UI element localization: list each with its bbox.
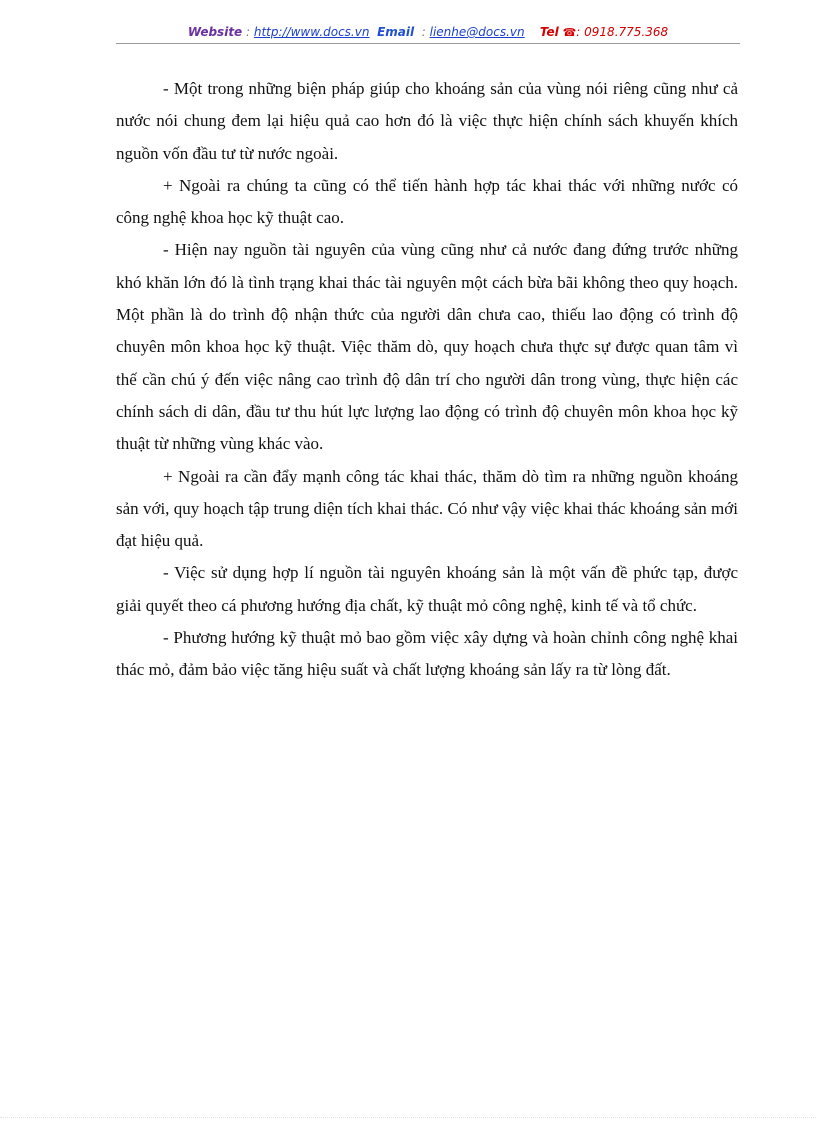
email-label: Email [377, 25, 415, 39]
website-label: Website [187, 25, 243, 39]
page-bottom-edge [0, 1117, 816, 1118]
header-divider [116, 43, 740, 44]
paragraph: + Ngoài ra chúng ta cũng có thể tiến hành hợp tác khai thác với những nước có công nghệ khoa học kỹ thuật cao. [116, 175, 738, 228]
email-separator: : [417, 25, 430, 39]
tel-label: Tel [539, 25, 559, 39]
paragraph: - Hiện nay nguồn tài nguyên của vùng cũng như cả nước đang đứng trước những khó khăn lớn đó là tình trạng khai thác tài nguyên một cách bừa bãi không theo quy hoạch. Một phần là do trình độ nhận thức của người dân chưa cao, thiếu lao động có trình độ chuyên môn khoa học kỹ thuật. Việc thăm dò, quy hoạch chưa thực sự được quan tâm vì thế cần chú ý đến việc nâng cao trình độ dân trí cho người dân trong vùng, thực hiện các chính sách di dân, đầu tư thu hút lực lượng lao động có trình độ chuyên môn khoa học kỹ thuật từ những vùng khác vào. [116, 240, 738, 454]
paragraph: - Việc sử dụng hợp lí nguồn tài nguyên khoáng sản là một vấn đề phức tạp, được giải quyết theo cá phương hướng địa chất, kỹ thuật mỏ công nghệ, kinh tế và tổ chức. [116, 563, 738, 615]
website-separator: : [242, 25, 254, 39]
paragraph: - Một trong những biện pháp giúp cho khoáng sản của vùng nói riêng cũng như cả nước nói chung đem lại hiệu quả cao hơn đó là việc thực hiện chính sách khuyến khích nguồn vốn đầu tư từ nước ngoài. [116, 79, 738, 163]
email-link[interactable]: lienhe@docs.vn [429, 25, 525, 39]
paragraph: - Phương hướng kỹ thuật mỏ bao gồm việc xây dựng và hoàn chỉnh công nghệ khai thác mỏ, đảm bảo việc tăng hiệu suất và chất lượng khoáng sản lấy ra từ lòng đất. [116, 628, 738, 680]
telephone-icon: ☎ [562, 26, 577, 39]
page-header [116, 24, 740, 41]
paragraph: + Ngoài ra cần đẩy mạnh công tác khai thác, thăm dò tìm ra những nguồn khoáng sản với, quy hoạch tập trung diện tích khai thác. Có như vậy việc khai thác khoáng sản mới đạt hiệu quả. [116, 466, 738, 551]
tel-number: : 0918.775.368 [576, 25, 669, 39]
website-link[interactable]: http://www.docs.vn [253, 25, 370, 39]
document-body [116, 73, 738, 687]
